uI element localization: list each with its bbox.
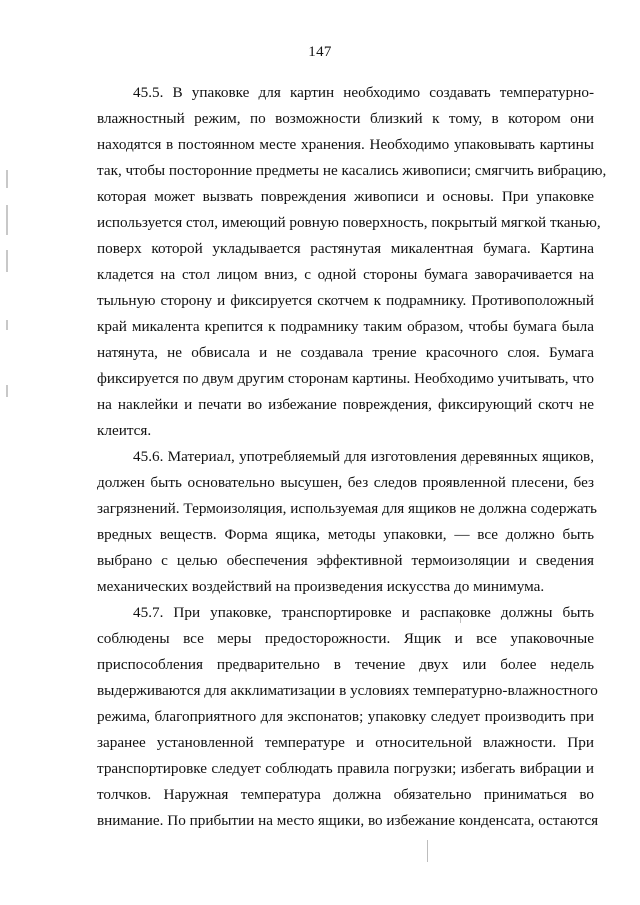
text-line: соблюдены все меры предосторожности. Ящик и все упаковочные — [97, 630, 594, 647]
text-line: режима, благоприятного для экспонатов; упаковку следует производить при — [97, 708, 594, 725]
text-line: которая может вызвать повреждения живописи и основы. При упаковке — [97, 188, 594, 205]
text-line: загрязнений. Термоизоляция, используемая для ящиков не должна содержать — [97, 500, 597, 517]
text-line: приспособления предварительно в течение двух или более недель — [97, 656, 594, 673]
text-line: на наклейки и печати во избежание повреждения, фиксирующий скотч не — [97, 396, 594, 413]
text-line: используется стол, имеющий ровную поверхность, покрытый мягкой тканью, — [97, 214, 601, 231]
text-line: находятся в постоянном месте хранения. Необходимо упаковывать картины — [97, 136, 594, 153]
scan-artifact — [6, 320, 8, 330]
text-line: выбрано с целью обеспечения эффективной термоизоляции и сведения — [97, 552, 594, 569]
text-line: натянута, не обвисала и не создавала трение красочного слоя. Бумага — [97, 344, 594, 361]
text-line: 45.6. Материал, употребляемый для изготовления деревянных ящиков, — [133, 448, 594, 465]
text-line: кладется на стол лицом вниз, с одной стороны бумага заворачивается на — [97, 266, 594, 283]
text-line: 45.7. При упаковке, транспортировке и распаковке должны быть — [133, 604, 594, 621]
text-line: так, чтобы посторонние предметы не касались живописи; смягчить вибрацию, — [97, 162, 607, 179]
text-line: поверх которой укладывается растянутая микалентная бумага. Картина — [97, 240, 594, 257]
scan-artifact — [6, 385, 8, 397]
text-line: тыльную сторону и фиксируется скотчем к подрамнику. Противоположный — [97, 292, 594, 309]
scan-artifact — [6, 170, 8, 188]
text-line: транспортировке следует соблюдать правила погрузки; избегать вибрации и — [97, 760, 594, 777]
scan-artifact — [6, 250, 8, 272]
text-line: край микалента крепится к подрамнику таким образом, чтобы бумага была — [97, 318, 594, 335]
text-line: толчков. Наружная температура должна обязательно приниматься во — [97, 786, 594, 803]
text-line: фиксируется по двум другим сторонам картины. Необходимо учитывать, что — [97, 370, 594, 387]
text-line: внимание. По прибытии на место ящики, во избежание конденсата, остаются — [97, 812, 599, 829]
text-line: 45.5. В упаковке для картин необходимо создавать температурно- — [133, 84, 594, 101]
text-line: заранее установленной температуре и относительной влажности. При — [97, 734, 594, 751]
scan-artifact — [6, 205, 8, 235]
text-line: вредных веществ. Форма ящика, методы упаковки, — все должно быть — [97, 526, 594, 543]
text-line: клеится. — [97, 422, 152, 439]
scan-artifact — [427, 840, 428, 862]
text-line: выдерживаются для акклиматизации в условиях температурно-влажностного — [97, 682, 598, 699]
text-line: влажностный режим, по возможности близкий к тому, в котором они — [97, 110, 594, 127]
page-number: 147 — [308, 44, 332, 60]
text-line: должен быть основательно высушен, без следов проявленной плесени, без — [97, 474, 594, 491]
text-line: механических воздействий на произведения искусства до минимума. — [97, 578, 545, 595]
